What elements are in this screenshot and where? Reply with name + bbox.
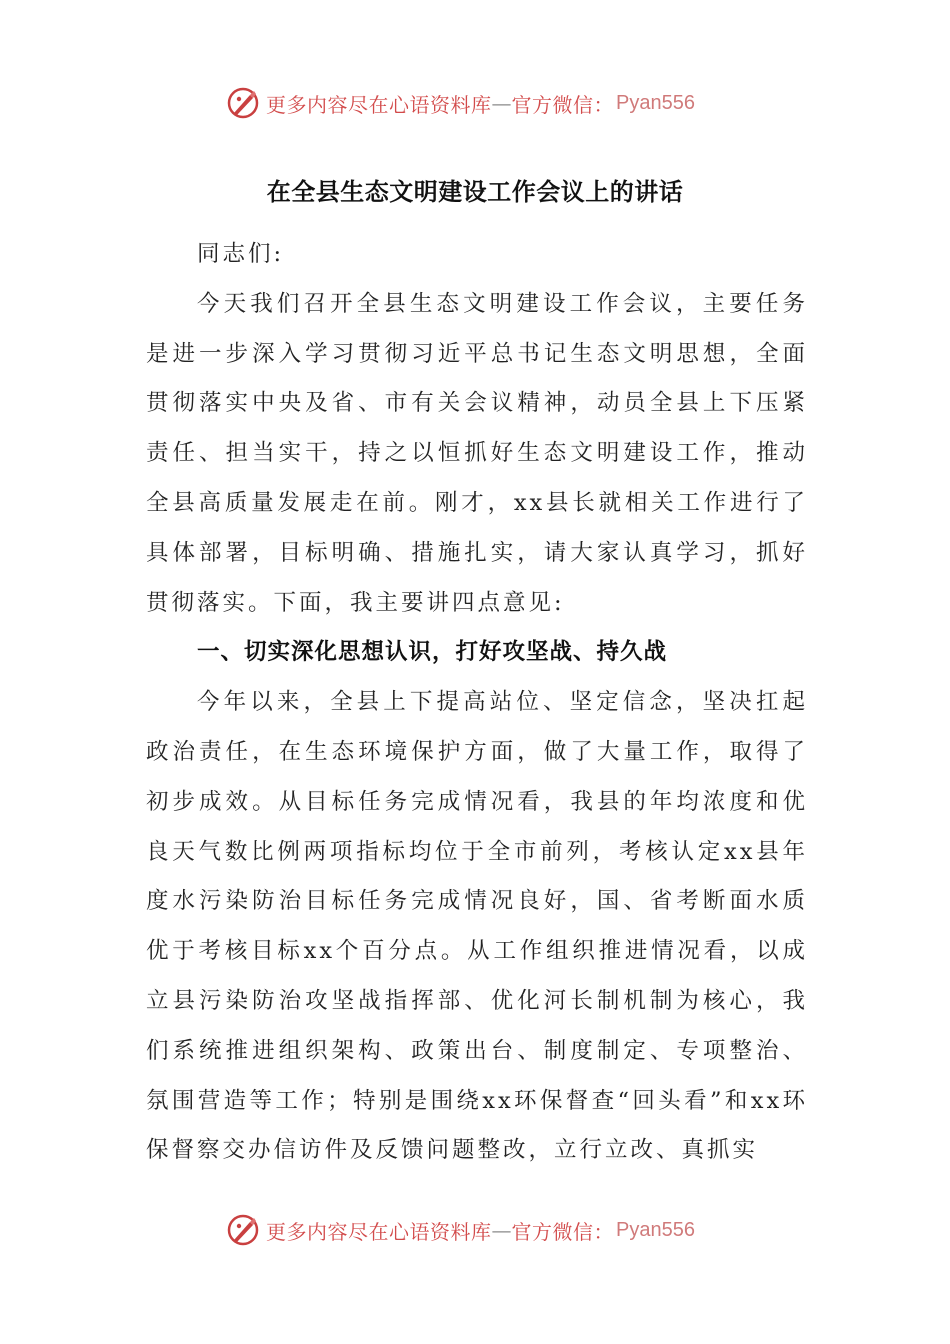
watermark-brand: 更多内容尽在心语资料库 xyxy=(266,92,492,117)
paragraph-intro: 今天我们召开全县生态文明建设工作会议，主要任务是进一步深入学习贯彻习近平总书记生态文明思想，全面贯彻落实中央及省、市有关会议精神，动员全县上下压紧责任、担当实干，持之以恒抓好生态文明建设工作，推动全县高质量发展走在前。刚才，xx县长就相关工作进行了具体部署，目标明确、措施扎实，请大家认真学习，抓好贯彻落实。下面，我主要讲四点意见: xyxy=(146,290,808,616)
watermark-contact: Pyan556 xyxy=(616,91,695,114)
section-heading: 一、切实深化思想认识，打好攻坚战、持久战 xyxy=(197,639,668,666)
watermark-label: 官方微信： xyxy=(511,1219,614,1244)
pen-logo-icon xyxy=(226,86,260,120)
document-title: 在全县生态文明建设工作会议上的讲话 xyxy=(266,178,684,206)
document-body xyxy=(146,230,808,1176)
watermark-separator: — xyxy=(491,1218,512,1242)
watermark-label: 官方微信： xyxy=(511,92,614,117)
watermark-footer xyxy=(226,1212,695,1248)
paragraph-section-1: 今年以来，全县上下提高站位、坚定信念，坚决扛起政治责任，在生态环境保护方面，做了大量工作，取得了初步成效。从目标任务完成情况看，我县的年均浓度和优良天气数比例两项指标均位于全市前列，考核认定xx县年度水污染防治目标任务完成情况良好，国、省考断面水质优于考核目标xx个百分点。从工作组织推进情况看，以成立县污染防治攻坚战指挥部、优化河长制机制为核心，我们系统推进组织架构、政策出台、制度制定、专项整治、氛围营造等工作；特别是围绕xx环保督查“回头看”和xx环保督察交办信访件及反馈问题整改，立行立改、真抓实 xyxy=(146,689,808,1164)
pen-logo-icon xyxy=(226,1213,260,1247)
watermark-separator: — xyxy=(491,91,512,115)
salutation: 同志们: xyxy=(197,241,285,267)
watermark-brand: 更多内容尽在心语资料库 xyxy=(266,1219,492,1244)
watermark-contact: Pyan556 xyxy=(616,1218,695,1241)
watermark-header xyxy=(226,85,695,121)
